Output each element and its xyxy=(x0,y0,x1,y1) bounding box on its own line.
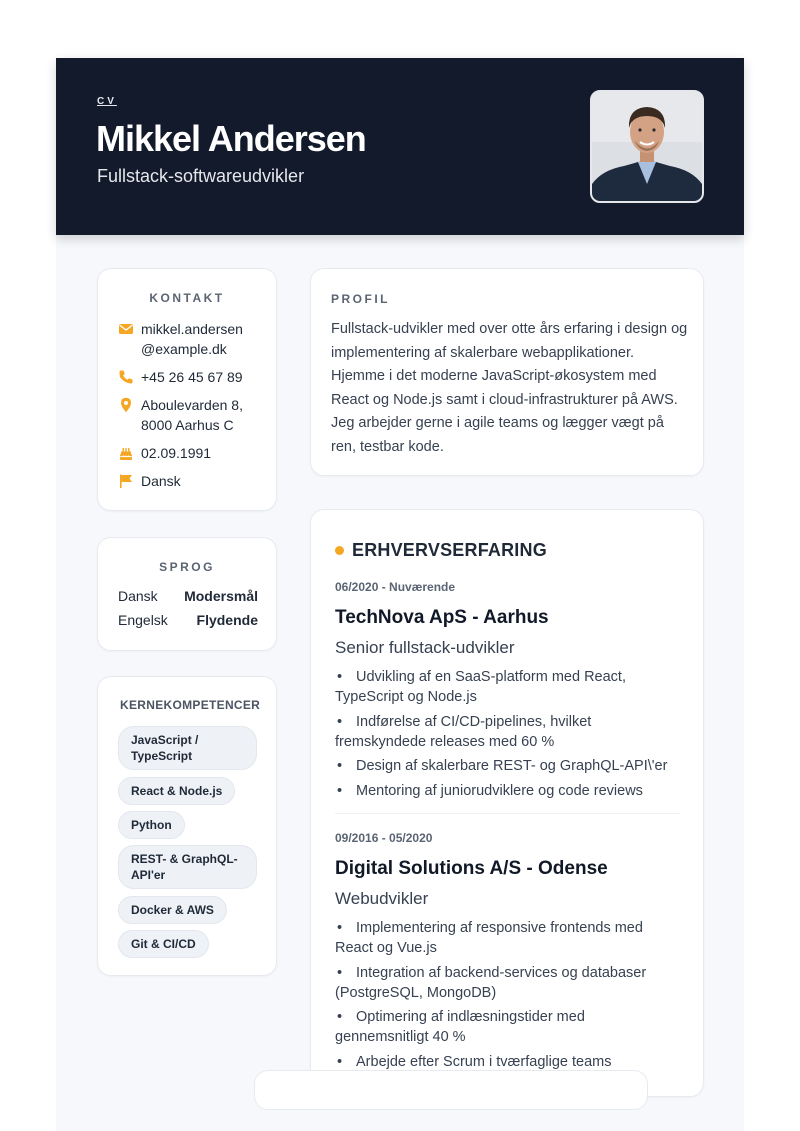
job-bullet: • Mentoring af juniorudviklere og code reviews xyxy=(335,781,680,801)
job-date: 06/2020 - Nuværende xyxy=(335,580,456,594)
contact-email[interactable] xyxy=(118,319,243,359)
languages-heading: SPROG xyxy=(159,560,215,574)
cv-page xyxy=(56,58,744,1131)
job-bullets xyxy=(335,918,680,1076)
language-level: Flydende xyxy=(196,612,258,628)
contact-birthdate xyxy=(118,443,211,463)
contact-nationality xyxy=(118,471,181,491)
location-pin-icon xyxy=(118,397,134,413)
languages-card xyxy=(97,537,277,651)
contact-address xyxy=(118,395,243,435)
profile-text: Fullstack-udvikler med over otte års erfaring i design og implementering af skalerbare webapplikationer. Hjemme i det moderne JavaScript-økosystem med React og Node.js samt i cloud-infrastrukturer på AWS. Jeg arbejder gerne i agile teams og lægger vægt på ren, testbar kode. xyxy=(331,321,688,455)
skill-chip-line: API'er xyxy=(131,868,166,882)
address-line-2: 8000 Aarhus C xyxy=(141,417,234,433)
skill-chip: Python xyxy=(118,811,185,839)
accent-dot-icon xyxy=(335,546,344,555)
profile-heading: PROFIL xyxy=(331,292,390,306)
cv-header xyxy=(56,58,744,235)
job-company: TechNova ApS - Aarhus xyxy=(335,607,549,628)
experience-heading xyxy=(335,540,547,561)
experience-heading-label: ERHVERVSERFARING xyxy=(352,540,547,560)
contact-heading: KONTAKT xyxy=(149,291,225,305)
email-line-2: @example.dk xyxy=(141,341,227,357)
language-name: Dansk xyxy=(118,588,158,604)
experience-card xyxy=(310,509,704,1097)
flag-icon xyxy=(118,473,134,489)
profile-card xyxy=(310,268,704,476)
phone-icon xyxy=(118,369,134,385)
skill-chip: Docker & AWS xyxy=(118,896,227,924)
candidate-title: Fullstack-softwareudvikler xyxy=(97,166,305,186)
job-bullet: • Indførelse af CI/CD-pipelines, hvilket fremskyndede releases med 60 % xyxy=(335,712,680,752)
job-bullet: • Integration af backend-services og databaser (PostgreSQL, MongoDB) xyxy=(335,963,680,1003)
job-bullet: • Arbejde efter Scrum i tværfaglige teams xyxy=(335,1052,680,1072)
skill-chip: React & Node.js xyxy=(118,777,235,805)
job-bullet: • Udvikling af en SaaS-platform med React, TypeScript og Node.js xyxy=(335,667,680,707)
job-bullet: • Implementering af responsive frontends med React og Vue.js xyxy=(335,918,680,958)
language-name: Engelsk xyxy=(118,612,168,628)
birthday-cake-icon xyxy=(118,445,134,461)
birthdate: 02.09.1991 xyxy=(141,445,212,461)
language-row xyxy=(118,588,258,604)
job-divider xyxy=(335,813,680,814)
language-row xyxy=(118,612,258,628)
skill-chip-line: JavaScript / xyxy=(131,733,199,747)
phone-number: +45 26 45 67 89 xyxy=(141,369,243,385)
job-bullet: • Optimering af indlæsningstider med gennemsnitligt 40 % xyxy=(335,1007,680,1047)
contact-phone[interactable] xyxy=(118,367,243,387)
address-line-1: Aboulevarden 8, xyxy=(141,397,243,413)
nationality: Dansk xyxy=(141,473,181,489)
skills-card xyxy=(97,676,277,976)
contact-card xyxy=(97,268,277,511)
profile-photo xyxy=(590,90,704,203)
skill-chip: Git & CI/CD xyxy=(118,930,209,958)
skill-chip xyxy=(118,726,257,770)
job-role: Senior fullstack-udvikler xyxy=(335,638,515,657)
job-bullet: • Design af skalerbare REST- og GraphQL-API\'er xyxy=(335,756,680,776)
language-level: Modersmål xyxy=(184,588,258,604)
skills-heading: KERNEKOMPETENCER xyxy=(120,698,261,712)
skill-chip xyxy=(118,845,257,889)
email-line-1: mikkel.andersen xyxy=(141,321,243,337)
next-section-card xyxy=(254,1070,648,1110)
job-bullets xyxy=(335,667,680,805)
cv-tag: CV xyxy=(97,96,117,107)
candidate-name: Mikkel Andersen xyxy=(96,118,366,159)
skill-chip-line: TypeScript xyxy=(131,749,193,763)
job-role: Webudvikler xyxy=(335,889,429,908)
job-company: Digital Solutions A/S - Odense xyxy=(335,858,608,879)
skill-chip-line: REST- & GraphQL- xyxy=(131,852,238,866)
mail-icon xyxy=(118,321,134,337)
job-date: 09/2016 - 05/2020 xyxy=(335,831,433,845)
